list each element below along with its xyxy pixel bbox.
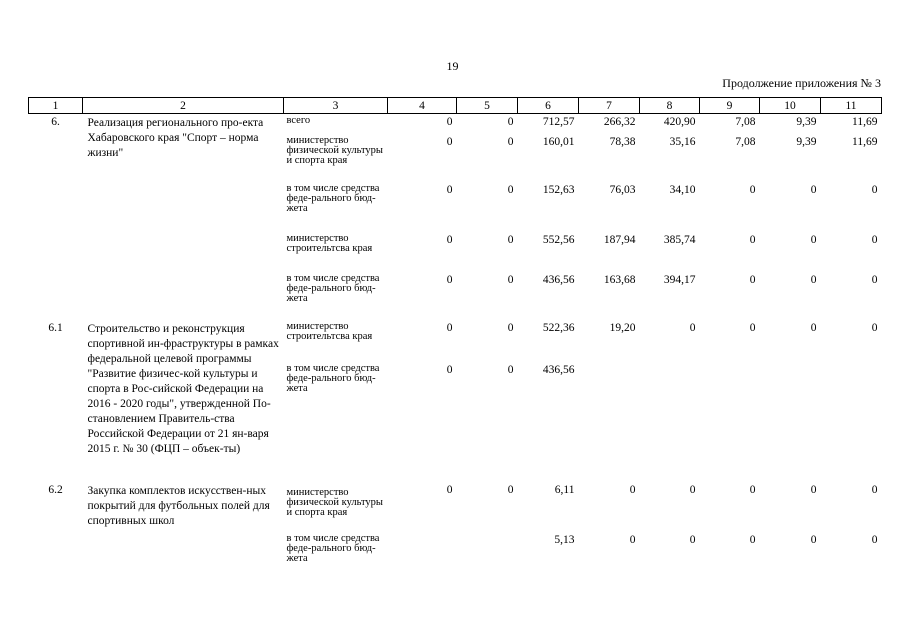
value-cell: 0 xyxy=(507,483,514,496)
value-cell: 0 xyxy=(689,533,696,546)
value-cell: 0 xyxy=(507,363,514,376)
value-cell: 6,11 xyxy=(554,483,575,496)
value-cell: 35,16 xyxy=(669,135,696,148)
header-cell: 4 xyxy=(388,98,457,114)
page-number: 19 xyxy=(446,59,459,73)
value-cell: 0 xyxy=(871,483,878,496)
value-cell: 0 xyxy=(507,183,514,196)
value-cell: 0 xyxy=(507,321,514,334)
value-cell: 187,94 xyxy=(603,233,636,246)
table-row xyxy=(29,320,882,362)
value-cell: 712,57 xyxy=(542,116,575,128)
value-cell: 7,08 xyxy=(735,135,756,148)
value-cell: 0 xyxy=(871,321,878,334)
value-cell: 0 xyxy=(507,116,514,128)
row-title: Реализация регионального про-екта Хабаровского края "Спорт – норма жизни" xyxy=(87,117,264,159)
funding-source: министерство физической культуры и спорта края xyxy=(286,134,383,166)
value-cell: 76,03 xyxy=(609,183,636,196)
value-cell: 0 xyxy=(810,483,817,496)
row-number: 6.2 xyxy=(48,483,63,496)
value-cell: 34,10 xyxy=(669,183,696,196)
value-cell: 0 xyxy=(749,273,756,286)
value-cell: 11,69 xyxy=(852,116,878,128)
value-cell: 266,32 xyxy=(603,116,636,128)
value-cell: 436,56 xyxy=(542,363,575,376)
value-cell xyxy=(700,362,760,482)
header-cell: 11 xyxy=(821,98,882,114)
value-cell: 0 xyxy=(446,116,453,128)
header-cell: 8 xyxy=(640,98,700,114)
row-title: Строительство и реконструкция спортивной ин-фраструктуры в рамках федеральной целевой программы "Развитие физичес-кой культуры и спорта в Рос-сийской Федерации на 2016 - 2020 годы", утвержденной По-становлением Правитель-ства Российской Федерации от 21 ян-варя 2015 г. № 30 (ФЦП – объек-ты) xyxy=(87,322,279,455)
value-cell xyxy=(457,532,518,582)
row-number: 6.1 xyxy=(48,321,63,334)
value-cell: 0 xyxy=(689,321,696,334)
value-cell: 522,36 xyxy=(542,321,575,334)
value-cell: 0 xyxy=(871,533,878,546)
value-cell: 0 xyxy=(629,483,636,496)
header-cell: 5 xyxy=(457,98,518,114)
header-cell: 1 xyxy=(29,98,83,114)
funding-source: всего xyxy=(286,115,311,126)
value-cell: 9,39 xyxy=(796,135,817,148)
value-cell: 0 xyxy=(871,233,878,246)
value-cell: 163,68 xyxy=(603,273,636,286)
value-cell: 0 xyxy=(629,533,636,546)
value-cell: 0 xyxy=(810,533,817,546)
value-cell xyxy=(760,362,821,482)
value-cell: 436,56 xyxy=(542,273,575,286)
value-cell: 160,01 xyxy=(542,135,575,148)
value-cell: 0 xyxy=(810,183,817,196)
value-cell xyxy=(821,362,882,482)
header-row xyxy=(29,98,882,114)
budget-table xyxy=(28,97,882,582)
value-cell: 0 xyxy=(446,321,453,334)
value-cell: 0 xyxy=(749,483,756,496)
value-cell: 19,20 xyxy=(609,321,636,334)
value-cell: 385,74 xyxy=(663,233,696,246)
header-cell: 7 xyxy=(579,98,640,114)
value-cell: 394,17 xyxy=(663,273,696,286)
value-cell: 0 xyxy=(871,273,878,286)
value-cell: 0 xyxy=(810,321,817,334)
funding-source: министерство строительтсва края xyxy=(286,320,373,342)
header-cell: 2 xyxy=(83,98,284,114)
header-cell: 6 xyxy=(518,98,579,114)
value-cell xyxy=(388,532,457,582)
funding-source: в том числе средства феде-рального бюд-жета xyxy=(286,182,380,214)
value-cell: 0 xyxy=(446,233,453,246)
value-cell: 152,63 xyxy=(542,183,575,196)
value-cell xyxy=(579,362,640,482)
value-cell: 7,08 xyxy=(735,116,756,128)
table-row xyxy=(29,114,882,134)
header-cell: 10 xyxy=(760,98,821,114)
funding-source: в том числе средства феде-рального бюд-жета xyxy=(286,362,380,394)
appendix-continuation-note: Продолжение приложения № 3 xyxy=(722,76,881,90)
header-cell: 3 xyxy=(284,98,388,114)
value-cell: 0 xyxy=(507,273,514,286)
value-cell: 0 xyxy=(507,135,514,148)
funding-source: министерство физической культуры и спорта края xyxy=(286,486,383,518)
value-cell: 78,38 xyxy=(609,135,636,148)
value-cell: 0 xyxy=(446,483,453,496)
value-cell: 0 xyxy=(810,273,817,286)
value-cell: 0 xyxy=(749,183,756,196)
value-cell: 11,69 xyxy=(852,135,878,148)
value-cell xyxy=(640,362,700,482)
value-cell: 0 xyxy=(749,533,756,546)
value-cell: 0 xyxy=(749,321,756,334)
funding-source: в том числе средства феде-рального бюд-жета xyxy=(286,272,380,304)
value-cell: 0 xyxy=(446,135,453,148)
value-cell: 5,13 xyxy=(554,533,575,546)
value-cell: 0 xyxy=(749,233,756,246)
value-cell: 0 xyxy=(689,483,696,496)
value-cell: 420,90 xyxy=(663,116,696,128)
value-cell: 9,39 xyxy=(796,116,817,128)
row-title: Закупка комплектов искусствен-ных покрытий для футбольных полей для спортивных школ xyxy=(87,484,270,527)
header-cell: 9 xyxy=(700,98,760,114)
value-cell: 0 xyxy=(810,233,817,246)
value-cell: 552,56 xyxy=(542,233,575,246)
funding-source: министерство строительтсва края xyxy=(286,232,373,254)
funding-source: в том числе средства феде-рального бюд-жета xyxy=(286,532,380,564)
value-cell: 0 xyxy=(446,363,453,376)
value-cell: 0 xyxy=(446,183,453,196)
value-cell: 0 xyxy=(446,273,453,286)
row-number: 6. xyxy=(51,116,60,128)
table-row xyxy=(29,482,882,532)
value-cell: 0 xyxy=(871,183,878,196)
value-cell: 0 xyxy=(507,233,514,246)
